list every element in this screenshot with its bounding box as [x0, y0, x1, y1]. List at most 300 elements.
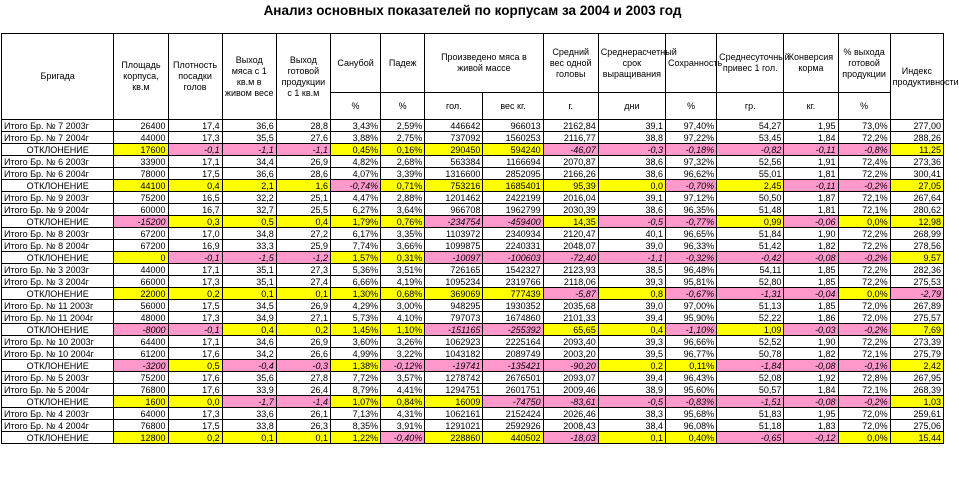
- table-cell: 33900: [114, 156, 168, 168]
- table-cell: 72,0%: [838, 312, 890, 324]
- table-cell: 273,39: [890, 336, 943, 348]
- table-cell: 2093,07: [543, 372, 598, 384]
- table-cell: 1099875: [425, 240, 483, 252]
- table-cell: 27,1: [276, 312, 330, 324]
- table-cell: 72,0%: [838, 300, 890, 312]
- table-cell: 54,11: [717, 264, 784, 276]
- table-cell: 1,84: [784, 384, 838, 396]
- table-cell: 75200: [114, 372, 168, 384]
- table-cell: 44000: [114, 132, 168, 144]
- table-cell: 2240331: [483, 240, 543, 252]
- table-cell: -0,2%: [838, 396, 890, 408]
- table-cell: 726165: [425, 264, 483, 276]
- table-cell: 1,85: [784, 276, 838, 288]
- table-cell: 95,81%: [666, 276, 717, 288]
- table-cell: -46,07: [543, 144, 598, 156]
- table-row: [2, 408, 944, 420]
- table-cell: 1,30%: [330, 288, 380, 300]
- table-cell: 38,4: [598, 420, 665, 432]
- table-cell: 0,84%: [381, 396, 425, 408]
- table-cell: 4,31%: [381, 408, 425, 420]
- table-cell: 51,18: [717, 420, 784, 432]
- row-label: ОТКЛОНЕНИЕ: [2, 288, 114, 300]
- table-cell: 52,08: [717, 372, 784, 384]
- table-cell: 17600: [114, 144, 168, 156]
- table-cell: 2116,77: [543, 132, 598, 144]
- table-cell: 16,5: [168, 192, 222, 204]
- table-cell: 1962799: [483, 204, 543, 216]
- table-cell: 17,3: [168, 132, 222, 144]
- row-label: Итого Бр. № 3 2003г: [2, 264, 114, 276]
- table-cell: 39,4: [598, 372, 665, 384]
- table-cell: 0,2: [276, 324, 330, 336]
- table-cell: -1,10%: [666, 324, 717, 336]
- table-cell: 34,6: [222, 336, 276, 348]
- header-meat-yield: Выход мяса с 1 кв.м в живом весе: [222, 34, 276, 120]
- table-cell: 97,40%: [666, 120, 717, 132]
- table-cell: 52,80: [717, 276, 784, 288]
- table-cell: 38,8: [598, 132, 665, 144]
- table-cell: 2016,04: [543, 192, 598, 204]
- table-cell: 1278742: [425, 372, 483, 384]
- table-cell: 948295: [425, 300, 483, 312]
- table-row: [2, 156, 944, 168]
- table-cell: -100603: [483, 252, 543, 264]
- row-label: ОТКЛОНЕНИЕ: [2, 252, 114, 264]
- table-cell: 3,43%: [330, 120, 380, 132]
- table-cell: 1316600: [425, 168, 483, 180]
- table-cell: 2166,26: [543, 168, 598, 180]
- table-row: [2, 300, 944, 312]
- table-cell: 17,5: [168, 420, 222, 432]
- table-cell: 1,82: [784, 240, 838, 252]
- table-cell: 5,73%: [330, 312, 380, 324]
- table-row: [2, 192, 944, 204]
- table-cell: 0,0%: [838, 216, 890, 228]
- table-cell: 72,2%: [838, 276, 890, 288]
- table-cell: 17,5: [168, 168, 222, 180]
- row-label: ОТКЛОНЕНИЕ: [2, 360, 114, 372]
- table-row: [2, 168, 944, 180]
- table-cell: 2,1: [222, 180, 276, 192]
- table-cell: 1930352: [483, 300, 543, 312]
- table-cell: 95,90%: [666, 312, 717, 324]
- table-cell: 72,0%: [838, 420, 890, 432]
- table-cell: 34,9: [222, 312, 276, 324]
- table-cell: -1,4: [276, 396, 330, 408]
- table-cell: -1,7: [222, 396, 276, 408]
- deviation-row: [2, 252, 944, 264]
- table-cell: 39,1: [598, 192, 665, 204]
- table-cell: 3,39%: [381, 168, 425, 180]
- table-cell: 1542327: [483, 264, 543, 276]
- table-cell: 27,8: [276, 372, 330, 384]
- table-cell: 1166694: [483, 156, 543, 168]
- table-cell: 72,0%: [838, 408, 890, 420]
- row-label: ОТКЛОНЕНИЕ: [2, 396, 114, 408]
- table-cell: 2676501: [483, 372, 543, 384]
- row-label: Итого Бр. № 4 2003г: [2, 408, 114, 420]
- table-cell: 50,57: [717, 384, 784, 396]
- table-cell: 0,2: [598, 360, 665, 372]
- table-row: [2, 276, 944, 288]
- table-cell: 2101,33: [543, 312, 598, 324]
- table-cell: 0,4: [222, 324, 276, 336]
- table-cell: 0,8: [598, 288, 665, 300]
- table-cell: 2225164: [483, 336, 543, 348]
- table-cell: 0,1: [276, 288, 330, 300]
- table-row: [2, 132, 944, 144]
- table-cell: -3200: [114, 360, 168, 372]
- header-sanuboy: Санубой: [330, 34, 380, 93]
- table-cell: -0,1%: [838, 360, 890, 372]
- table-cell: 966708: [425, 204, 483, 216]
- table-cell: 17,3: [168, 276, 222, 288]
- table-cell: -0,12: [784, 432, 838, 444]
- table-cell: 25,1: [276, 192, 330, 204]
- table-cell: 96,66%: [666, 336, 717, 348]
- table-cell: 4,19%: [381, 276, 425, 288]
- table-cell: 72,2%: [838, 264, 890, 276]
- table-cell: 1,57%: [330, 252, 380, 264]
- table-cell: 38,6: [598, 168, 665, 180]
- table-cell: 27,4: [276, 276, 330, 288]
- table-cell: 2123,93: [543, 264, 598, 276]
- table-cell: -90,20: [543, 360, 598, 372]
- table-cell: 17,6: [168, 372, 222, 384]
- table-cell: 1,03: [890, 396, 943, 408]
- table-cell: 39,3: [598, 336, 665, 348]
- table-cell: -5,87: [543, 288, 598, 300]
- table-cell: 2118,06: [543, 276, 598, 288]
- table-cell: -19741: [425, 360, 483, 372]
- table-cell: 51,83: [717, 408, 784, 420]
- table-cell: 50,50: [717, 192, 784, 204]
- row-label: ОТКЛОНЕНИЕ: [2, 324, 114, 336]
- table-cell: 76800: [114, 420, 168, 432]
- table-cell: 55,01: [717, 168, 784, 180]
- table-cell: -255392: [483, 324, 543, 336]
- table-cell: -0,2%: [838, 180, 890, 192]
- table-cell: 72,1%: [838, 384, 890, 396]
- table-cell: 97,00%: [666, 300, 717, 312]
- table-cell: 1103972: [425, 228, 483, 240]
- table-cell: 25,5: [276, 204, 330, 216]
- table-cell: 7,69: [890, 324, 943, 336]
- table-cell: 3,57%: [381, 372, 425, 384]
- table-cell: 61200: [114, 348, 168, 360]
- table-cell: 17,4: [168, 120, 222, 132]
- table-cell: -0,5: [598, 216, 665, 228]
- table-cell: 4,41%: [381, 384, 425, 396]
- table-cell: 0,5: [168, 360, 222, 372]
- table-cell: 7,13%: [330, 408, 380, 420]
- table-cell: 11,25: [890, 144, 943, 156]
- table-cell: 2,88%: [381, 192, 425, 204]
- table-cell: 26,6: [276, 348, 330, 360]
- header-product-yield: Выход готовой продукции с 1 кв.м: [276, 34, 330, 120]
- header-brigada: Бригада: [2, 34, 114, 120]
- table-row: [2, 264, 944, 276]
- table-cell: 7,72%: [330, 372, 380, 384]
- table-cell: 52,56: [717, 156, 784, 168]
- table-cell: 2009,46: [543, 384, 598, 396]
- row-label: Итого Бр. № 5 2003г: [2, 372, 114, 384]
- table-cell: -83,61: [543, 396, 598, 408]
- table-cell: 5,36%: [330, 264, 380, 276]
- table-cell: 2162,84: [543, 120, 598, 132]
- table-cell: -0,74%: [330, 180, 380, 192]
- table-cell: 1560253: [483, 132, 543, 144]
- table-cell: -0,5: [598, 396, 665, 408]
- table-cell: 278,56: [890, 240, 943, 252]
- table-cell: 1,79%: [330, 216, 380, 228]
- table-cell: 39,1: [598, 120, 665, 132]
- table-cell: 1062923: [425, 336, 483, 348]
- table-cell: 32,2: [222, 192, 276, 204]
- table-cell: 290450: [425, 144, 483, 156]
- table-cell: 26,9: [276, 300, 330, 312]
- table-cell: 3,91%: [381, 420, 425, 432]
- table-cell: 26,3: [276, 420, 330, 432]
- table-cell: 44100: [114, 180, 168, 192]
- table-cell: 72,1%: [838, 192, 890, 204]
- table-cell: 1,81: [784, 204, 838, 216]
- table-cell: -0,4: [222, 360, 276, 372]
- deviation-row: [2, 288, 944, 300]
- table-cell: 280,62: [890, 204, 943, 216]
- table-cell: 26400: [114, 120, 168, 132]
- table-cell: 52,52: [717, 336, 784, 348]
- table-cell: -459400: [483, 216, 543, 228]
- table-cell: -0,8%: [838, 144, 890, 156]
- table-cell: 4,82%: [330, 156, 380, 168]
- table-cell: 27,6: [276, 132, 330, 144]
- table-cell: 268,99: [890, 228, 943, 240]
- table-cell: -1,1: [598, 252, 665, 264]
- deviation-row: [2, 144, 944, 156]
- table-cell: 3,60%: [330, 336, 380, 348]
- table-cell: 0,31%: [381, 252, 425, 264]
- table-cell: 1,45%: [330, 324, 380, 336]
- table-cell: 3,26%: [381, 336, 425, 348]
- table-cell: 72,2%: [838, 132, 890, 144]
- table-cell: 0,1: [222, 288, 276, 300]
- table-cell: 38,9: [598, 384, 665, 396]
- table-cell: 2089749: [483, 348, 543, 360]
- table-cell: 96,48%: [666, 264, 717, 276]
- indicators-table: [1, 33, 959, 444]
- deviation-row: [2, 180, 944, 192]
- table-cell: -0,3: [276, 360, 330, 372]
- table-cell: 72,2%: [838, 168, 890, 180]
- table-cell: 1,07%: [330, 396, 380, 408]
- table-row: [2, 120, 944, 132]
- table-cell: 51,84: [717, 228, 784, 240]
- table-cell: 282,36: [890, 264, 943, 276]
- row-label: ОТКЛОНЕНИЕ: [2, 216, 114, 228]
- table-cell: 0,68%: [381, 288, 425, 300]
- table-cell: 33,9: [222, 384, 276, 396]
- table-cell: 39,4: [598, 312, 665, 324]
- table-cell: 22000: [114, 288, 168, 300]
- table-cell: 2340934: [483, 228, 543, 240]
- table-cell: 277,00: [890, 120, 943, 132]
- table-cell: -0,1: [168, 324, 222, 336]
- table-cell: -1,1: [276, 144, 330, 156]
- table-cell: 26,9: [276, 336, 330, 348]
- table-cell: -15200: [114, 216, 168, 228]
- table-cell: 72,8%: [838, 372, 890, 384]
- table-cell: -0,1: [168, 252, 222, 264]
- table-cell: 3,88%: [330, 132, 380, 144]
- table-cell: 275,53: [890, 276, 943, 288]
- table-cell: 1600: [114, 396, 168, 408]
- table-cell: 1,85: [784, 300, 838, 312]
- table-cell: 60000: [114, 204, 168, 216]
- table-cell: 51,13: [717, 300, 784, 312]
- table-cell: 96,65%: [666, 228, 717, 240]
- table-cell: 1674860: [483, 312, 543, 324]
- table-cell: 95,68%: [666, 408, 717, 420]
- table-cell: 1043182: [425, 348, 483, 360]
- table-cell: 797073: [425, 312, 483, 324]
- table-cell: 8,35%: [330, 420, 380, 432]
- table-cell: 966013: [483, 120, 543, 132]
- row-label: ОТКЛОНЕНИЕ: [2, 432, 114, 444]
- table-cell: 275,57: [890, 312, 943, 324]
- header-density: Плотность посадки голов: [168, 34, 222, 120]
- table-cell: 3,64%: [381, 204, 425, 216]
- table-cell: -74750: [483, 396, 543, 408]
- table-cell: 38,6: [598, 156, 665, 168]
- table-cell: -0,42: [717, 252, 784, 264]
- table-cell: 3,35%: [381, 228, 425, 240]
- table-cell: 73,0%: [838, 120, 890, 132]
- table-cell: 3,00%: [381, 300, 425, 312]
- table-cell: 12800: [114, 432, 168, 444]
- table-cell: 12,98: [890, 216, 943, 228]
- table-cell: 1,83: [784, 420, 838, 432]
- table-cell: 36,6: [222, 120, 276, 132]
- table-cell: 737092: [425, 132, 483, 144]
- table-row: [2, 372, 944, 384]
- table-cell: 0,4: [276, 216, 330, 228]
- table-cell: 75200: [114, 192, 168, 204]
- table-cell: -0,83%: [666, 396, 717, 408]
- table-cell: -72,40: [543, 252, 598, 264]
- table-cell: 96,35%: [666, 204, 717, 216]
- table-cell: 33,3: [222, 240, 276, 252]
- table-cell: 440502: [483, 432, 543, 444]
- table-cell: 0,45%: [330, 144, 380, 156]
- table-cell: 97,32%: [666, 156, 717, 168]
- deviation-row: [2, 360, 944, 372]
- table-cell: 17,1: [168, 156, 222, 168]
- table-cell: 1,90: [784, 228, 838, 240]
- table-cell: 0,2: [168, 432, 222, 444]
- row-label: Итого Бр. № 7 2004г: [2, 132, 114, 144]
- table-cell: -0,2%: [838, 252, 890, 264]
- table-cell: -0,70%: [666, 180, 717, 192]
- table-cell: 35,1: [222, 276, 276, 288]
- row-label: Итого Бр. № 3 2004г: [2, 276, 114, 288]
- header-survival: Сохранность: [666, 34, 717, 93]
- table-cell: 228860: [425, 432, 483, 444]
- table-cell: 6,17%: [330, 228, 380, 240]
- table-cell: 4,10%: [381, 312, 425, 324]
- table-cell: -0,08: [784, 252, 838, 264]
- table-cell: 0,0%: [838, 288, 890, 300]
- table-cell: 267,95: [890, 372, 943, 384]
- header-growing-period: Среднерасчетный срок выращивания: [598, 34, 665, 93]
- table-cell: 97,12%: [666, 192, 717, 204]
- table-cell: 1,90: [784, 336, 838, 348]
- table-cell: 4,07%: [330, 168, 380, 180]
- table-cell: 26,4: [276, 384, 330, 396]
- table-cell: 64400: [114, 336, 168, 348]
- table-cell: 275,79: [890, 348, 943, 360]
- table-cell: 1,10%: [381, 324, 425, 336]
- table-cell: 96,43%: [666, 372, 717, 384]
- unit-heads: гол.: [425, 93, 483, 120]
- table-cell: -0,1: [168, 144, 222, 156]
- table-cell: 2008,43: [543, 420, 598, 432]
- table-cell: -0,3: [598, 144, 665, 156]
- table-cell: 2,75%: [381, 132, 425, 144]
- table-cell: 17,3: [168, 312, 222, 324]
- table-cell: -0,04: [784, 288, 838, 300]
- table-cell: 4,47%: [330, 192, 380, 204]
- table-cell: 1062161: [425, 408, 483, 420]
- table-cell: -1,51: [717, 396, 784, 408]
- table-cell: -0,08: [784, 396, 838, 408]
- unit-survival: %: [666, 93, 717, 120]
- table-cell: 0,1: [598, 432, 665, 444]
- table-row: [2, 312, 944, 324]
- table-cell: 17,1: [168, 264, 222, 276]
- page-title: Анализ основных показателей по корпусам за 2004 и 2003 год: [263, 3, 682, 18]
- table-cell: 267,64: [890, 192, 943, 204]
- table-cell: 2592926: [483, 420, 543, 432]
- table-cell: 66000: [114, 276, 168, 288]
- table-cell: 288,26: [890, 132, 943, 144]
- table-cell: 4,99%: [330, 348, 380, 360]
- table-cell: 1,09: [717, 324, 784, 336]
- table-cell: 34,8: [222, 228, 276, 240]
- table-cell: 17,5: [168, 300, 222, 312]
- table-cell: 273,36: [890, 156, 943, 168]
- table-cell: 3,22%: [381, 348, 425, 360]
- table-cell: 1,95: [784, 408, 838, 420]
- table-cell: 0,4: [168, 180, 222, 192]
- row-label: Итого Бр. № 9 2004г: [2, 204, 114, 216]
- table-cell: -1,2: [276, 252, 330, 264]
- table-cell: 16009: [425, 396, 483, 408]
- table-cell: 0,99: [717, 216, 784, 228]
- table-cell: 67200: [114, 240, 168, 252]
- table-cell: 72,2%: [838, 240, 890, 252]
- table-cell: 35,1: [222, 264, 276, 276]
- header-productivity-index: Индекс продуктивности: [890, 34, 943, 120]
- table-cell: 36,6: [222, 168, 276, 180]
- row-label: ОТКЛОНЕНИЕ: [2, 180, 114, 192]
- table-cell: 52,22: [717, 312, 784, 324]
- table-cell: 1,22%: [330, 432, 380, 444]
- table-cell: 96,33%: [666, 240, 717, 252]
- table-cell: 268,39: [890, 384, 943, 396]
- table-cell: 64000: [114, 408, 168, 420]
